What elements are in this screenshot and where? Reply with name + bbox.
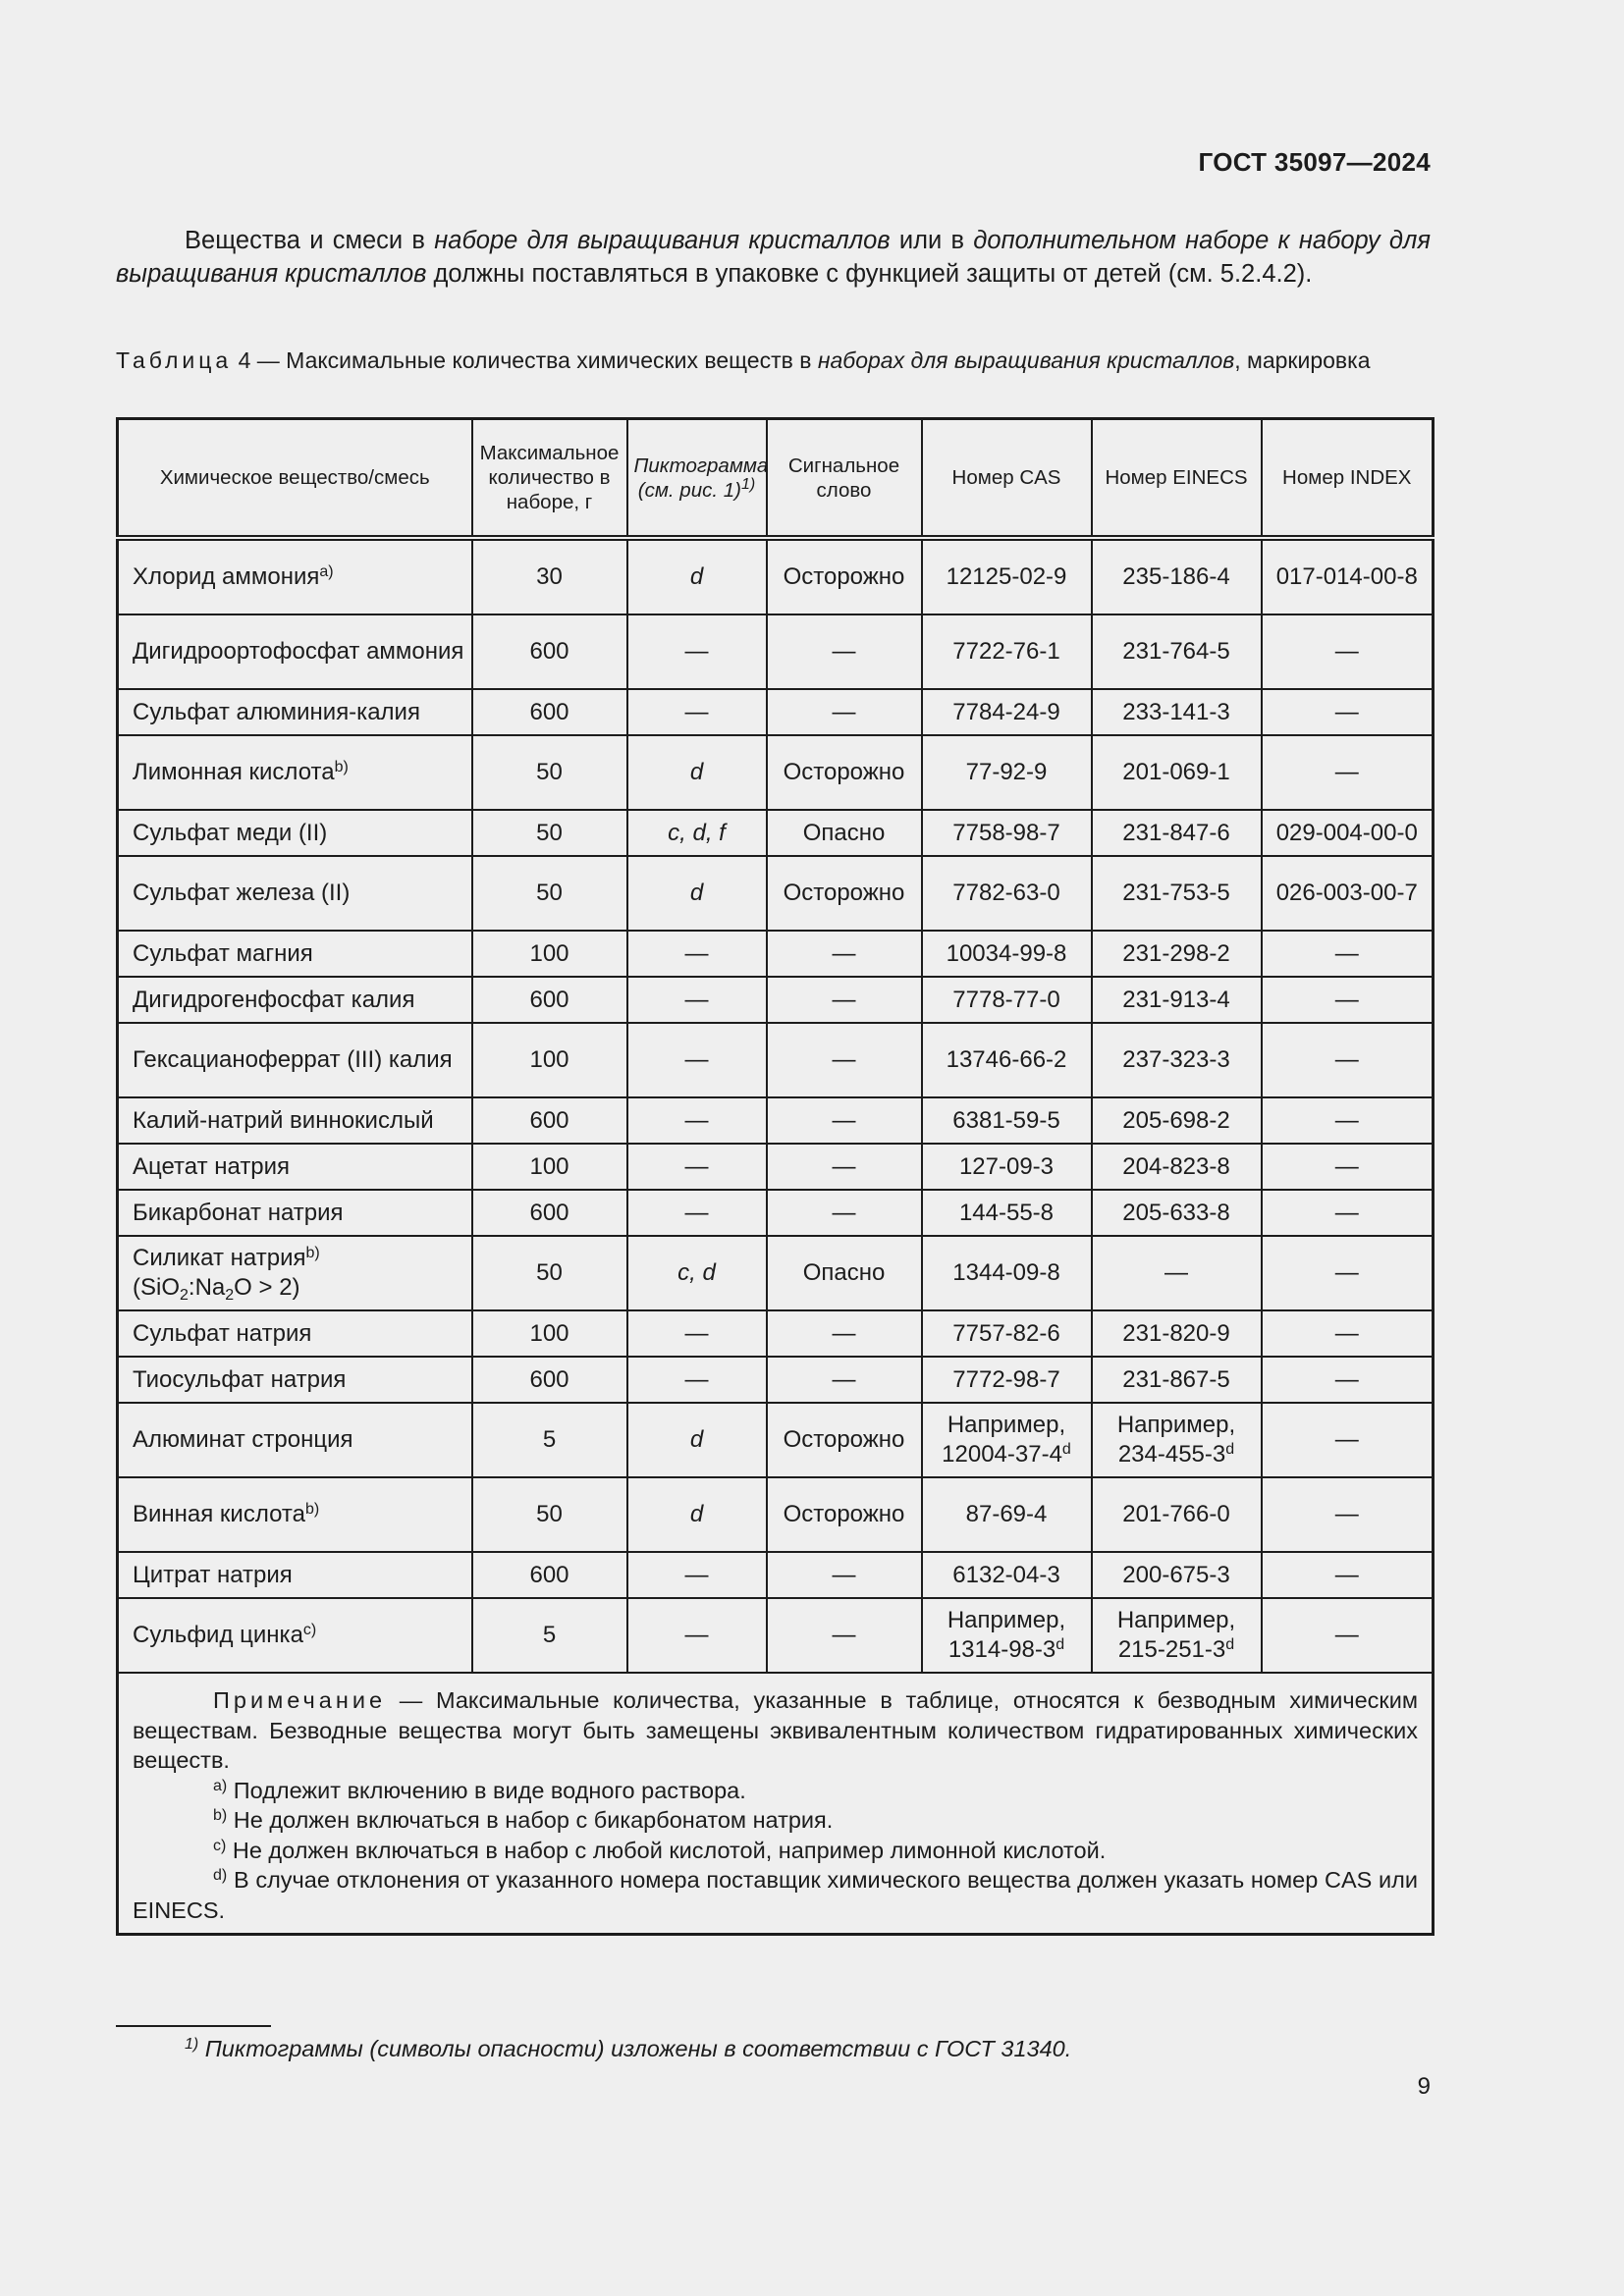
header-pictogram-text: Пиктограмма (см. рис. 1) bbox=[633, 454, 769, 502]
cell-cas: 127-09-3 bbox=[922, 1144, 1092, 1190]
header-substance: Химическое вещество/смесь bbox=[118, 419, 472, 539]
cell-quantity: 100 bbox=[472, 1023, 627, 1097]
cell-quantity: 50 bbox=[472, 735, 627, 810]
cell-einecs: 235-186-4 bbox=[1092, 538, 1262, 614]
cell-quantity: 50 bbox=[472, 856, 627, 931]
cell-einecs: 201-766-0 bbox=[1092, 1477, 1262, 1552]
cell-quantity: 50 bbox=[472, 1477, 627, 1552]
cell-pictogram: — bbox=[627, 1190, 767, 1236]
cell-quantity: 600 bbox=[472, 689, 627, 735]
cell-index: — bbox=[1262, 735, 1434, 810]
cell-einecs bbox=[1092, 1598, 1262, 1673]
cell-index: — bbox=[1262, 614, 1434, 689]
cell-cas: 12125-02-9 bbox=[922, 538, 1092, 614]
cell-pictogram: d bbox=[627, 856, 767, 931]
footnote-text: В случае отклонения от указанного номера поставщик химического вещества должен указать номер CAS или EINECS. bbox=[133, 1867, 1418, 1923]
footnote-text: Не должен включаться в набор с любой кислотой, например лимонной кислотой. bbox=[226, 1837, 1107, 1863]
cell-einecs bbox=[1092, 1403, 1262, 1477]
page-footnote-mark: 1) bbox=[185, 2036, 199, 2053]
table-row bbox=[118, 689, 1434, 735]
cell-cas: 144-55-8 bbox=[922, 1190, 1092, 1236]
cell-quantity: 50 bbox=[472, 810, 627, 856]
cell-pictogram: — bbox=[627, 1310, 767, 1357]
cell-cas: 7778-77-0 bbox=[922, 977, 1092, 1023]
cell-index: — bbox=[1262, 1310, 1434, 1357]
formula-subscript: 2 bbox=[180, 1287, 189, 1304]
cell-pictogram: — bbox=[627, 1598, 767, 1673]
substance-name: Сульфид цинка bbox=[133, 1622, 303, 1648]
cell-pictogram: — bbox=[627, 689, 767, 735]
cell-substance bbox=[118, 1598, 472, 1673]
cell-signal: Опасно bbox=[767, 810, 922, 856]
cell-signal: — bbox=[767, 1310, 922, 1357]
cell-quantity: 100 bbox=[472, 931, 627, 977]
cell-pictogram: d bbox=[627, 1477, 767, 1552]
einecs-number: Например, 234-455-3 bbox=[1116, 1412, 1236, 1468]
cell-pictogram: — bbox=[627, 1552, 767, 1598]
cell-signal: — bbox=[767, 1552, 922, 1598]
header-index: Номер INDEX bbox=[1262, 419, 1434, 539]
cell-index: 017-014-00-8 bbox=[1262, 538, 1434, 614]
formula-part: :Na bbox=[188, 1274, 226, 1301]
cell-pictogram: — bbox=[627, 931, 767, 977]
cell-index: — bbox=[1262, 1144, 1434, 1190]
cell-cas: 1344-09-8 bbox=[922, 1236, 1092, 1310]
cell-cas: 77-92-9 bbox=[922, 735, 1092, 810]
note-label: Примечание bbox=[213, 1687, 387, 1713]
table-row bbox=[118, 1097, 1434, 1144]
document-standard-number: ГОСТ 35097—2024 bbox=[1198, 147, 1431, 177]
cell-substance: Сульфат натрия bbox=[118, 1310, 472, 1357]
cell-einecs: 205-698-2 bbox=[1092, 1097, 1262, 1144]
cell-einecs: 231-913-4 bbox=[1092, 977, 1262, 1023]
cell-einecs: — bbox=[1092, 1236, 1262, 1310]
header-einecs: Номер EINECS bbox=[1092, 419, 1262, 539]
cell-substance: Калий-натрий виннокислый bbox=[118, 1097, 472, 1144]
cell-substance bbox=[118, 735, 472, 810]
cell-pictogram: c, d bbox=[627, 1236, 767, 1310]
cell-signal: — bbox=[767, 1357, 922, 1403]
cell-substance: Алюминат стронция bbox=[118, 1403, 472, 1477]
table-row bbox=[118, 810, 1434, 856]
table-row bbox=[118, 735, 1434, 810]
footnote-text: Не должен включаться в набор с бикарбонатом натрия. bbox=[227, 1807, 834, 1833]
cell-quantity: 100 bbox=[472, 1144, 627, 1190]
cell-einecs: 200-675-3 bbox=[1092, 1552, 1262, 1598]
cell-einecs: 231-847-6 bbox=[1092, 810, 1262, 856]
cell-index: — bbox=[1262, 1190, 1434, 1236]
cell-substance: Бикарбонат натрия bbox=[118, 1190, 472, 1236]
silicate-formula bbox=[133, 1274, 300, 1304]
cell-substance: Гексацианоферрат (III) калия bbox=[118, 1023, 472, 1097]
cell-pictogram: — bbox=[627, 614, 767, 689]
cell-signal: — bbox=[767, 1598, 922, 1673]
table-row bbox=[118, 1310, 1434, 1357]
cell-einecs: 233-141-3 bbox=[1092, 689, 1262, 735]
footnote-ref: b) bbox=[334, 759, 349, 775]
chemicals-table bbox=[116, 417, 1435, 1936]
cell-quantity: 600 bbox=[472, 614, 627, 689]
table-caption bbox=[116, 346, 1431, 375]
table-row bbox=[118, 1144, 1434, 1190]
page-footnote-text: Пиктограммы (символы опасности) изложены в соответствии с ГОСТ 31340. bbox=[198, 2036, 1072, 2061]
table-notes-row bbox=[118, 1673, 1434, 1935]
cell-substance: Сульфат магния bbox=[118, 931, 472, 977]
cell-index: — bbox=[1262, 1357, 1434, 1403]
header-pictogram bbox=[627, 419, 767, 539]
cell-index: — bbox=[1262, 1023, 1434, 1097]
cas-number: Например, 12004-37-4 bbox=[942, 1412, 1066, 1468]
table-row bbox=[118, 931, 1434, 977]
table-row bbox=[118, 1190, 1434, 1236]
cell-einecs: 201-069-1 bbox=[1092, 735, 1262, 810]
cell-index: — bbox=[1262, 977, 1434, 1023]
cell-quantity: 50 bbox=[472, 1236, 627, 1310]
cell-quantity: 600 bbox=[472, 1190, 627, 1236]
table-row bbox=[118, 1357, 1434, 1403]
cell-einecs: 205-633-8 bbox=[1092, 1190, 1262, 1236]
header-quantity: Максимальное количество в наборе, г bbox=[472, 419, 627, 539]
footnote-ref: b) bbox=[305, 1245, 320, 1261]
cell-signal: Осторожно bbox=[767, 1477, 922, 1552]
page-number: 9 bbox=[1417, 2073, 1431, 2100]
cell-substance: Дигидрогенфосфат калия bbox=[118, 977, 472, 1023]
cell-signal: — bbox=[767, 977, 922, 1023]
cell-einecs: 231-820-9 bbox=[1092, 1310, 1262, 1357]
cell-cas: 13746-66-2 bbox=[922, 1023, 1092, 1097]
formula-subscript: 2 bbox=[225, 1287, 235, 1304]
cell-signal: — bbox=[767, 931, 922, 977]
header-pictogram-ref: 1) bbox=[740, 475, 756, 493]
cell-signal: Осторожно bbox=[767, 1403, 922, 1477]
cell-index: — bbox=[1262, 1552, 1434, 1598]
cell-pictogram: d bbox=[627, 538, 767, 614]
cell-einecs: 231-764-5 bbox=[1092, 614, 1262, 689]
cell-cas: 87-69-4 bbox=[922, 1477, 1092, 1552]
table-caption-text: , маркировка bbox=[1234, 347, 1371, 373]
table-header-row bbox=[118, 419, 1434, 539]
cell-index: — bbox=[1262, 689, 1434, 735]
cell-substance: Сульфат железа (II) bbox=[118, 856, 472, 931]
cell-pictogram: — bbox=[627, 1357, 767, 1403]
intro-text: должны поставляться в упаковке с функцией защиты от детей (см. 5.2.4.2). bbox=[426, 260, 1313, 288]
note-footnote bbox=[133, 1865, 1418, 1925]
cell-index: — bbox=[1262, 1477, 1434, 1552]
table-row bbox=[118, 1552, 1434, 1598]
cell-einecs: 204-823-8 bbox=[1092, 1144, 1262, 1190]
cell-index: — bbox=[1262, 1236, 1434, 1310]
cell-substance bbox=[118, 1477, 472, 1552]
cell-substance bbox=[118, 1236, 472, 1310]
footnote-divider bbox=[116, 2025, 271, 2027]
intro-paragraph bbox=[116, 224, 1431, 291]
intro-italic-term: дополнительном наборе к набору для выращивания кристаллов bbox=[116, 227, 1432, 288]
footnote-ref: d bbox=[1225, 1441, 1235, 1458]
cell-einecs: 231-867-5 bbox=[1092, 1357, 1262, 1403]
cell-pictogram: — bbox=[627, 1144, 767, 1190]
table-row bbox=[118, 856, 1434, 931]
note-footnote bbox=[133, 1776, 1418, 1806]
footnote-text: Подлежит включению в виде водного раствора. bbox=[227, 1777, 746, 1803]
cell-index: — bbox=[1262, 1403, 1434, 1477]
cell-signal: — bbox=[767, 689, 922, 735]
substance-name: Силикат натрия bbox=[133, 1245, 306, 1271]
table-row bbox=[118, 977, 1434, 1023]
cell-substance: Сульфат меди (II) bbox=[118, 810, 472, 856]
cell-signal: — bbox=[767, 1190, 922, 1236]
cell-signal: — bbox=[767, 1097, 922, 1144]
intro-text: или в bbox=[890, 227, 974, 254]
footnote-mark: c) bbox=[213, 1837, 227, 1854]
cell-cas: 7758-98-7 bbox=[922, 810, 1092, 856]
table-row bbox=[118, 614, 1434, 689]
table-row bbox=[118, 538, 1434, 614]
cell-signal: Осторожно bbox=[767, 538, 922, 614]
footnote-ref: c) bbox=[302, 1622, 317, 1638]
cell-signal: Осторожно bbox=[767, 735, 922, 810]
cell-cas: 6381-59-5 bbox=[922, 1097, 1092, 1144]
cell-substance: Дигидроортофосфат аммония bbox=[118, 614, 472, 689]
table-notes bbox=[118, 1673, 1434, 1935]
note-text: — Максимальные количества, указанные в таблице, относятся к безводным химическим веществам. Безводные вещества могут быть замещены эквивалентным количеством гидратированных химических веществ. bbox=[133, 1687, 1418, 1773]
cell-substance: Сульфат алюминия-калия bbox=[118, 689, 472, 735]
cell-signal: Осторожно bbox=[767, 856, 922, 931]
table-caption-label: Таблица bbox=[116, 347, 233, 373]
cell-pictogram: — bbox=[627, 1097, 767, 1144]
note-footnote bbox=[133, 1836, 1418, 1866]
cell-einecs: 237-323-3 bbox=[1092, 1023, 1262, 1097]
cell-pictogram: d bbox=[627, 1403, 767, 1477]
page-footnote bbox=[185, 2034, 1071, 2063]
cell-cas bbox=[922, 1403, 1092, 1477]
cell-index: 026-003-00-7 bbox=[1262, 856, 1434, 931]
cell-cas: 6132-04-3 bbox=[922, 1552, 1092, 1598]
table-row bbox=[118, 1598, 1434, 1673]
cell-quantity: 100 bbox=[472, 1310, 627, 1357]
table-row bbox=[118, 1403, 1434, 1477]
cell-einecs: 231-753-5 bbox=[1092, 856, 1262, 931]
cell-index: 029-004-00-0 bbox=[1262, 810, 1434, 856]
footnote-mark: a) bbox=[213, 1777, 228, 1794]
header-cas: Номер CAS bbox=[922, 419, 1092, 539]
cell-substance: Тиосульфат натрия bbox=[118, 1357, 472, 1403]
cell-cas: 7722-76-1 bbox=[922, 614, 1092, 689]
cell-pictogram: — bbox=[627, 1023, 767, 1097]
cell-pictogram: d bbox=[627, 735, 767, 810]
cell-cas: 7782-63-0 bbox=[922, 856, 1092, 931]
footnote-ref: d bbox=[1225, 1636, 1235, 1653]
cell-quantity: 600 bbox=[472, 1357, 627, 1403]
table-caption-text: 4 — Максимальные количества химических веществ в bbox=[232, 347, 818, 373]
cas-number: Например, 1314-98-3 bbox=[947, 1607, 1066, 1663]
cell-quantity: 600 bbox=[472, 1097, 627, 1144]
footnote-mark: b) bbox=[213, 1807, 228, 1824]
cell-index: — bbox=[1262, 1097, 1434, 1144]
cell-signal: — bbox=[767, 1144, 922, 1190]
substance-name: Винная кислота bbox=[133, 1501, 306, 1527]
cell-cas: 7757-82-6 bbox=[922, 1310, 1092, 1357]
footnote-ref: b) bbox=[305, 1501, 320, 1518]
cell-pictogram: — bbox=[627, 977, 767, 1023]
footnote-ref: d bbox=[1061, 1441, 1071, 1458]
note-footnote bbox=[133, 1805, 1418, 1836]
footnote-ref: a) bbox=[319, 563, 334, 580]
cell-quantity: 30 bbox=[472, 538, 627, 614]
substance-name: Лимонная кислота bbox=[133, 759, 335, 785]
table-row bbox=[118, 1023, 1434, 1097]
cell-substance bbox=[118, 538, 472, 614]
cell-substance: Ацетат натрия bbox=[118, 1144, 472, 1190]
formula-part: O > 2) bbox=[234, 1274, 300, 1301]
cell-quantity: 600 bbox=[472, 1552, 627, 1598]
cell-signal: — bbox=[767, 614, 922, 689]
cell-cas: 10034-99-8 bbox=[922, 931, 1092, 977]
footnote-ref: d bbox=[1056, 1636, 1065, 1653]
cell-einecs: 231-298-2 bbox=[1092, 931, 1262, 977]
footnote-mark: d) bbox=[213, 1867, 228, 1884]
table-row bbox=[118, 1236, 1434, 1310]
cell-signal: Опасно bbox=[767, 1236, 922, 1310]
einecs-number: Например, 215-251-3 bbox=[1116, 1607, 1236, 1663]
cell-pictogram: c, d, f bbox=[627, 810, 767, 856]
cell-quantity: 5 bbox=[472, 1403, 627, 1477]
cell-substance: Цитрат натрия bbox=[118, 1552, 472, 1598]
formula-part: (SiO bbox=[133, 1274, 180, 1301]
cell-index: — bbox=[1262, 931, 1434, 977]
cell-index: — bbox=[1262, 1598, 1434, 1673]
table-row bbox=[118, 1477, 1434, 1552]
intro-italic-term: наборе для выращивания кристаллов bbox=[434, 227, 891, 254]
table-caption-italic: наборах для выращивания кристаллов bbox=[817, 347, 1235, 373]
cell-cas bbox=[922, 1598, 1092, 1673]
substance-name: Хлорид аммония bbox=[133, 563, 320, 590]
cell-quantity: 600 bbox=[472, 977, 627, 1023]
cell-quantity: 5 bbox=[472, 1598, 627, 1673]
header-signal: Сигнальное слово bbox=[767, 419, 922, 539]
cell-cas: 7784-24-9 bbox=[922, 689, 1092, 735]
cell-cas: 7772-98-7 bbox=[922, 1357, 1092, 1403]
cell-signal: — bbox=[767, 1023, 922, 1097]
intro-text: Вещества и смеси в bbox=[185, 227, 435, 254]
